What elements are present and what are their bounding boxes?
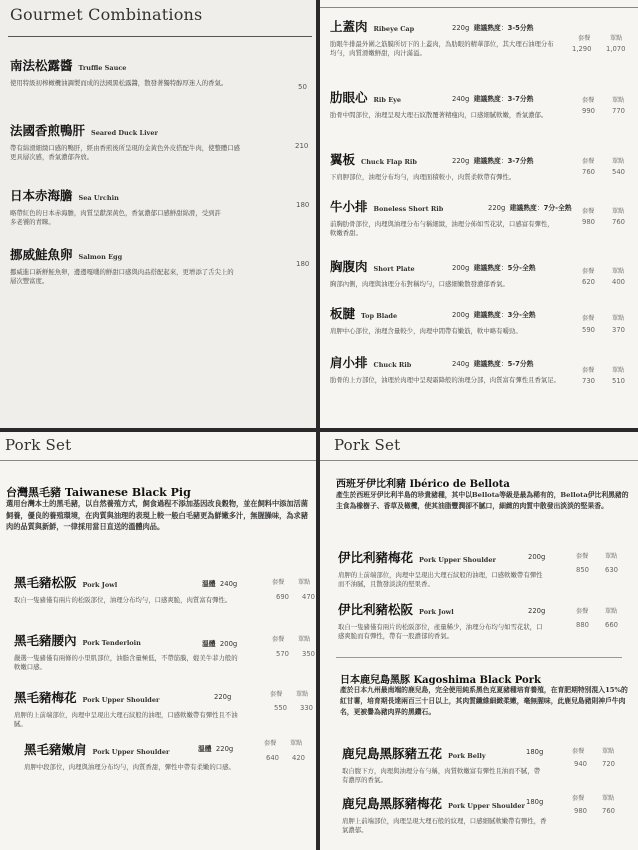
single-price: 540	[612, 168, 625, 176]
single-price: 1,070	[606, 45, 626, 53]
menu-item	[10, 245, 300, 286]
set-price: 880	[576, 621, 589, 629]
set-price: 620	[582, 278, 595, 286]
divider	[320, 7, 638, 8]
divider	[336, 657, 622, 658]
item-desc: 使用特級初榨橄欖油調製而成的法國黑松露醬，散發著獨特醇厚迷人的香氣。	[10, 79, 228, 87]
single-price: 370	[612, 326, 625, 334]
intro-text: 選用台灣本土的黑毛豬，以自然養殖方式，飼食過程不添加基因改良穀物，並在飼料中添加活菌飼養，優良的養殖環境，在肉質與油理的表現上較一般白毛豬更為鮮嫩多汁，無腥臊味，為求豬肉的品質與新鮮，一律採用當日直送的溫體肉品。	[6, 499, 308, 531]
menu-item: 胸腹肉 Short Plate 胸部內側，肉理與油理分布對稱均勻，口感細嫩散發濃郁香氣。	[330, 259, 509, 288]
intro-title: 台灣黑毛豬 Taiwanese Black Pig	[6, 486, 191, 499]
set-price: 550	[274, 704, 287, 712]
set-price: 690	[276, 593, 289, 601]
set-price: 640	[266, 754, 279, 762]
single-price: 760	[612, 218, 625, 226]
menu-item: 鹿兒島黑豚豬梅花 Pork Upper Shoulder 肩胛上前端部位，肉理呈現大理石般的紋理，口感細膩軟嫩帶有彈性，香氣濃郁。	[342, 796, 547, 834]
menu-item	[10, 56, 300, 88]
item-desc: 挪威進口新鮮鮭魚卵，邊邊嘎嘰的鮮甜口感與肉品搭配起來，更增添了舌尖上的層次豐富度。	[10, 268, 234, 285]
section-title: Pork Set	[5, 436, 72, 454]
divider	[320, 460, 638, 461]
set-price: 980	[582, 218, 595, 226]
item-name: 南法松露醬 Truffle Sauce	[10, 58, 127, 73]
item-name: 法國香煎鴨肝 Seared Duck Liver	[10, 123, 158, 138]
menu-item	[10, 186, 300, 227]
single-price: 470	[302, 593, 315, 601]
menu-item: 上蓋肉 Ribeye Cap 肋眼牛排最外圍之筋膜所切下的上蓋肉，為肋眼的精華部位，其大理石油理分布均勻，肉質滑嫩鮮甜，肉汁滿溢。	[330, 19, 554, 57]
intro-title: 西班牙伊比利豬 Ibérico de Bellota	[336, 479, 510, 490]
menu-item: 牛小排 Boneless Short Rib 前胸肋骨部位，肉理與油理分布勻稱細緻，油理分佈如雪花狀，口感富有彈性，軟嫩香甜。	[330, 199, 554, 237]
single-price: 630	[605, 566, 618, 574]
menu-item: 鹿兒島黑豚豬五花 Pork Belly 取自腹下方，肉理與油理分布勻稱，肉質軟嫩富有彈性且油而不膩，帶有濃厚的香氣。	[342, 746, 541, 784]
single-price: 760	[602, 807, 615, 815]
menu-item: 肋眼心 Rib Eye 肋骨中間部位，油理呈現大理石紋散覆著精瘦肉，口感細膩軟嫩，香氣濃郁。	[330, 90, 548, 119]
single-price: 400	[612, 278, 625, 286]
pork-taiwan-panel: Pork Set 台灣黑毛豬 Taiwanese Black Pig 選用台灣本土的黑毛豬，以自然養殖方式，飼食過程不添加基因改良穀物，並在飼料中添加活菌飼養，優良的養殖環境，在肉質與油理的表現上較一般白毛豬更為鮮嫩多汁，無腥臊味，為求豬肉的品質與新鮮，一律採用當日直送的溫體肉品。 黑毛豬松阪 Pork Jowl 取自一隻豬僅有兩片的松阪部位，油理分布均勻，口感爽脆，肉質富有彈性。 溫體 240g 套餐 單點 690 470 黑毛豬腰內 Pork Tenderloin 嚴選一隻豬僅有兩條的小里肌部位，油脂含量極低，不帶筋膜，媲美牛菲力般的軟嫩口感。 溫體 200g 套餐 單點 570 350 黑毛豬梅花 Pork Upper Shoulder 肩胛的上前端部位，肉理中呈現出大理石紋般的油理，口感軟嫩帶有彈性且不油膩。 220g 套餐 單點 550 330 黑毛豬嫩肩 Pork Upper Shoulder 肩胛中段部位，肉理與油理分布均勻，肉質香甜，彈性中帶有柔嫩的口感。 溫體 220g 套餐 單點 640 420	[0, 432, 316, 850]
section-title: Pork Set	[334, 436, 401, 454]
divider	[8, 36, 312, 37]
single-price: 350	[302, 650, 315, 658]
single-price: 770	[612, 107, 625, 115]
single-price: 330	[300, 704, 313, 712]
set-price: 940	[574, 760, 587, 768]
set-price: 1,290	[572, 45, 592, 53]
set-price: 990	[582, 107, 595, 115]
set-price: 730	[582, 377, 595, 385]
beef-panel: 上蓋肉 Ribeye Cap 肋眼牛排最外圍之筋膜所切下的上蓋肉，為肋眼的精華部位，其大理石油理分布均勻，肉質滑嫩鮮甜，肉汁滿溢。 220g 建議熟度：3-5分熟 套餐 單點 1,290 1,070 肋眼心 Rib Eye 肋骨中間部位，油理呈現大理石紋散覆著精瘦肉，口感細膩軟嫩，香氣濃郁。 240g 建議熟度：3-7分熟 套餐 單點 990 770 翼板 Chuck Flap Rib 下肩胛部位，油理分布均勻，肉理面積較小，肉質柔軟帶有彈性。 220g 建議熟度：3-7分熟 套餐 單點 760 540 牛小排 Boneless Short Rib 前胸肋骨部位，肉理與油理分布勻稱細緻，油理分佈如雪花狀，口感富有彈性，軟嫩香甜。 220g 建議熟度：7分-全熟 套餐 單點 980 760 胸腹肉 Short Plate 胸部內側，肉理與油理分布對稱均勻，口感細嫩散發濃郁香氣。 200g 建議熟度：5分-全熟 套餐 單點 620 400 板腱 Top Blade 肩胛中心部位，油理含量較少，肉理中間帶有嫩筋，軟中略有嚼勁。 200g 建議熟度：3分-全熟 套餐 單點 590 370 肩小排 Chuck Rib 肋骨的上方部位，油理於肉理中呈現霜降般的油理分部，肉質富有彈性且香氣足。 240g 建議熟度：5-7分熟 套餐 單點 730 510	[320, 0, 638, 428]
pork-import-panel: Pork Set 西班牙伊比利豬 Ibérico de Bellota 產生於西班牙伊比利半島的珍貴豬種，其中以Bellota等級是最為稀有的，Bellota伊比利黑豬的主食為橡樹子、香草及橄欖，使其油脂豐潤卻不膩口，細緻的肉質中散發出淡淡的堅果香。 伊比利豬梅花 Pork Upper Shoulder 肩胛的上前端部位，肉理中呈現出大理石紋般的油理，口感軟嫩帶有彈性而不油膩，且散發淡淡的堅果香。 200g 套餐 單點 850 630 伊比利豬松阪 Pork Jowl 取自一隻豬僅有兩片的松阪部位，產量稀少，油理分布均勻如雪花狀，口感爽脆而有彈性，帶有一股濃郁的香氣。 220g 套餐 單點 880 660 日本鹿兒島黑豚 Kagoshima Black Pork 產於日本九州最南端的鹿兒島，完全使用純系黑色克夏豬種培育養殖，在育肥期特別混入15%的紅甘薯，培育期長達兩百三十日以上，其肉質纖維細緻柔嫩，毫無腥味，此鹿兒島豬則神戶牛肉名，更被譽為豬肉界的黑鑽石。 鹿兒島黑豚豬五花 Pork Belly 取自腹下方，肉理與油理分布勻稱，肉質軟嫩富有彈性且油而不膩，帶有濃厚的香氣。 180g 套餐 單點 940 720 鹿兒島黑豚豬梅花 Pork Upper Shoulder 肩胛上前端部位，肉理呈現大理石般的紋理，口感細膩軟嫩帶有彈性，香氣濃郁。 180g 套餐 單點 980 760	[320, 432, 638, 850]
set-price: 760	[582, 168, 595, 176]
menu-item: 板腱 Top Blade 肩胛中心部位，油理含量較少，肉理中間帶有嫩筋，軟中略有嚼勁。	[330, 306, 522, 335]
menu-item: 黑毛豬梅花 Pork Upper Shoulder 肩胛的上前端部位，肉理中呈現出大理石紋般的油理，口感軟嫩帶有彈性且不油膩。	[14, 690, 238, 728]
item-price: 180	[296, 260, 310, 268]
set-price: 850	[576, 566, 589, 574]
set-price: 980	[574, 807, 587, 815]
intro-text: 產生於西班牙伊比利半島的珍貴豬種，其中以Bellota等級是最為稀有的，Bellota伊比利黑豬的主食為橡樹子、香草及橄欖，使其油脂豐潤卻不膩口，細緻的肉質中散發出淡淡的堅果香。	[336, 491, 629, 510]
single-price: 420	[292, 754, 305, 762]
menu-item: 翼板 Chuck Flap Rib 下肩胛部位，油理分布均勻，肉理面積較小，肉質柔軟帶有彈性。	[330, 152, 516, 181]
intro-text: 產於日本九州最南端的鹿兒島，完全使用純系黑色克夏豬種培育養殖，在育肥期特別混入15%的紅甘薯，培育期長達兩百三十日以上，其肉質纖維細緻柔嫩，毫無腥味，此鹿兒島豬則神戶牛肉名，更被譽為豬肉界的黑鑽石。	[340, 686, 628, 716]
single-price: 660	[605, 621, 618, 629]
gourmet-panel	[0, 0, 316, 428]
item-desc: 略帶紅色的日本赤海膽，肉質呈獻深黃色，香氣濃郁口感鮮甜綿滑，受到許多老饕的青睞。	[10, 209, 221, 226]
menu-item: 黑毛豬嫩肩 Pork Upper Shoulder 肩胛中段部位，肉理與油理分布均勻，肉質香甜，彈性中帶有柔嫩的口感。	[24, 742, 235, 771]
divider	[0, 460, 316, 461]
item-price: 50	[298, 83, 307, 91]
menu-item: 黑毛豬腰內 Pork Tenderloin 嚴選一隻豬僅有兩條的小里肌部位，油脂含量極低，不帶筋膜，媲美牛菲力般的軟嫩口感。	[14, 633, 238, 671]
single-price: 720	[602, 760, 615, 768]
item-price: 180	[296, 201, 310, 209]
item-desc: 帶有綿滑細緻口感的鴨肝，經由香煎後所呈現的金黃色外皮搭配牛肉，使整體口感更具層次感，香氣濃郁奔放。	[10, 144, 241, 161]
menu-item	[10, 121, 300, 162]
intro-title: 日本鹿兒島黑豚 Kagoshima Black Pork	[340, 675, 541, 686]
set-price: 590	[582, 326, 595, 334]
menu-item: 伊比利豬梅花 Pork Upper Shoulder 肩胛的上前端部位，肉理中呈現出大理石紋般的油理，口感軟嫩帶有彈性而不油膩，且散發淡淡的堅果香。	[338, 550, 543, 588]
item-name: 日本赤海膽 Sea Urchin	[10, 188, 119, 203]
item-price: 210	[295, 142, 309, 150]
section-title: Gourmet Combinations	[10, 5, 203, 24]
item-meta: 220g 建議熟度：3-5分熟	[452, 24, 534, 32]
menu-item: 肩小排 Chuck Rib 肋骨的上方部位，油理於肉理中呈現霜降般的油理分部，肉質富有彈性且香氣足。	[330, 355, 561, 384]
menu-item: 伊比利豬松阪 Pork Jowl 取自一隻豬僅有兩片的松阪部位，產量稀少，油理分布均勻如雪花狀，口感爽脆而有彈性，帶有一股濃郁的香氣。	[338, 602, 543, 640]
menu-item: 黑毛豬松阪 Pork Jowl 取自一隻豬僅有兩片的松阪部位，油理分布均勻，口感爽脆，肉質富有彈性。	[14, 575, 232, 604]
single-price: 510	[612, 377, 625, 385]
item-name: 挪威鮭魚卵 Salmon Egg	[10, 247, 123, 262]
set-price: 570	[276, 650, 289, 658]
